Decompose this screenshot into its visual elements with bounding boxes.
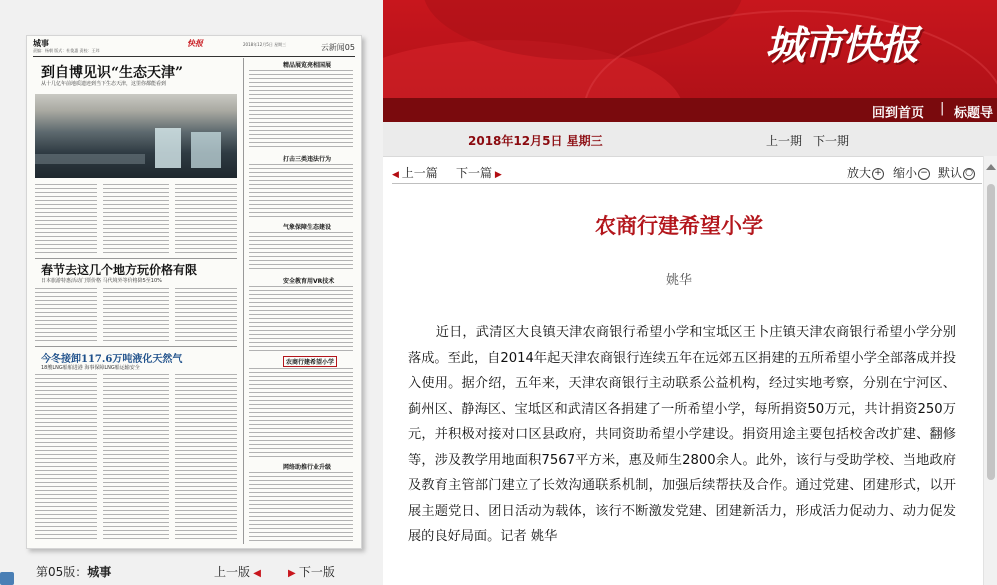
paper-text-block xyxy=(249,286,353,352)
paper-box-title[interactable]: 安全教育用VR技术 xyxy=(283,278,335,285)
corner-icon xyxy=(0,572,14,585)
paper-text-block xyxy=(249,368,353,458)
title-nav-link[interactable]: 标题导 xyxy=(954,106,994,121)
nav-bar xyxy=(383,98,997,122)
nav-separator: | xyxy=(940,101,945,116)
article-body: 近日，武清区大良镇天津农商银行希望小学和宝坻区王卜庄镇天津农商银行希望小学分别落成。至此，自2014年起天津农商银行连续五年在远郊五区捐建的五所希望小学全部落成并投入使用。据介绍，五年来，天津农商银行主动联系公益机构，经过实地考察，分别在宁河区、蓟州区、静海区、宝坻区和武清区各捐建了一所希望小学，每所捐资50万元，共计捐资250万元，并积极对接对口区县政府，共同资助希望小学建设。捐资用途主要包括校舍改扩建、翻修等，涉及教学用地面积7567平方米，惠及师生2800余人。此外，该行与受助学校、当地政府及教育主管部门建立了长效沟通联系机制，加强后续帮扶及合作。通过党建、团建形式，以开展主题党日、团日活动为载体，该行不断激发党建、团建新活力，形成活力促动力、动力促发展的良好局面。记者 姚华 xyxy=(408,325,956,544)
paper-text-block xyxy=(35,288,97,344)
paper-text-block xyxy=(103,184,169,256)
paper-text-block xyxy=(175,374,237,542)
paper-box-title[interactable]: 气象保障生态建设 xyxy=(283,224,332,231)
article-title: 农商行建希望小学 xyxy=(595,214,763,238)
paper-text-block xyxy=(249,232,353,272)
prev-article-link[interactable]: ◀ 上一篇 xyxy=(392,166,438,180)
paper-text-block xyxy=(249,70,353,150)
paper-headline-main-sub: 从十几亿年前地质遗迹到当下生态天津，这里你都能看到 xyxy=(41,81,167,87)
paper-box-title[interactable]: 精品展览亮相国展 xyxy=(283,62,332,69)
arrow-right-icon: ▶ xyxy=(288,568,299,579)
plus-icon: + xyxy=(872,168,884,180)
paper-section-name: 城事 xyxy=(33,39,49,48)
toolbar-divider xyxy=(392,183,982,184)
paper-text-block xyxy=(175,288,237,344)
paper-photo xyxy=(35,94,237,178)
prev-issue-link[interactable]: 上一期 xyxy=(766,134,803,148)
paper-headline-3-sub: 18艘LNG船舶进港 海事保障LNG船运输安全 xyxy=(41,365,140,371)
article-content xyxy=(392,190,966,585)
paper-text-block xyxy=(249,164,353,218)
home-link[interactable]: 回到首页 xyxy=(872,106,925,121)
next-article-link[interactable]: 下一篇 ▶ xyxy=(456,166,502,180)
zoom-out-button[interactable]: 缩小 − xyxy=(893,164,930,181)
paper-text-block xyxy=(35,374,97,542)
paper-header xyxy=(33,38,355,57)
paper-text-block xyxy=(249,472,353,542)
circle-icon: ○ xyxy=(963,168,975,180)
prev-page-link[interactable]: 上一版 ◀ xyxy=(214,565,261,579)
paper-headline-3[interactable]: 今冬接卸117.6万吨液化天然气 xyxy=(41,354,183,365)
newspaper-page-image[interactable] xyxy=(26,35,362,549)
paper-box-title[interactable]: 农商行建希望小学 xyxy=(283,356,337,367)
paper-page-label: 云新闻05 xyxy=(320,43,355,52)
paper-text-block xyxy=(103,288,169,344)
paper-box-title[interactable]: 网络助推行业升级 xyxy=(283,464,332,471)
paper-text-block xyxy=(103,374,169,542)
scroll-up-icon[interactable] xyxy=(986,164,996,170)
site-header xyxy=(383,0,997,98)
newspaper-pane xyxy=(0,0,383,585)
article-scrollbar[interactable] xyxy=(983,156,997,585)
page-navigation xyxy=(26,560,360,582)
scrollbar-thumb[interactable] xyxy=(987,184,995,480)
date-bar xyxy=(383,122,997,157)
paper-logo: 快报 xyxy=(187,39,203,48)
issue-label: 第05版：城事 xyxy=(36,565,112,579)
paper-date: 2018年12月5日 星期三 xyxy=(243,42,287,47)
site-logo: 城市快报 xyxy=(765,22,917,69)
article-toolbar xyxy=(392,164,982,182)
paper-text-block xyxy=(35,184,97,256)
paper-box-title[interactable]: 打击三类违法行为 xyxy=(283,156,332,163)
arrow-left-icon: ◀ xyxy=(250,568,261,579)
next-page-link[interactable]: ▶ 下一版 xyxy=(288,565,335,579)
article-author: 姚华 xyxy=(665,273,692,288)
triangle-left-icon: ◀ xyxy=(392,170,402,180)
minus-icon: − xyxy=(918,168,930,180)
zoom-in-button[interactable]: 放大 + xyxy=(847,164,884,181)
paper-headline-main[interactable]: 到自博见识“生态天津” xyxy=(41,65,184,81)
paper-headline-2-sub: 日本旅游特惠活动门票价格 马代境外等价格降5至10% xyxy=(41,278,162,284)
issue-date: 2018年12月5日 星期三 xyxy=(468,134,603,148)
triangle-right-icon: ▶ xyxy=(492,170,502,180)
paper-editors: 责编：杨朝 版式：杜俊惠 责校：王玮 xyxy=(33,48,100,53)
zoom-default-button[interactable]: 默认 ○ xyxy=(938,164,975,181)
paper-text-block xyxy=(175,184,237,256)
next-issue-link[interactable]: 下一期 xyxy=(813,134,850,148)
paper-headline-2[interactable]: 春节去这几个地方玩价格有限 xyxy=(41,263,198,277)
